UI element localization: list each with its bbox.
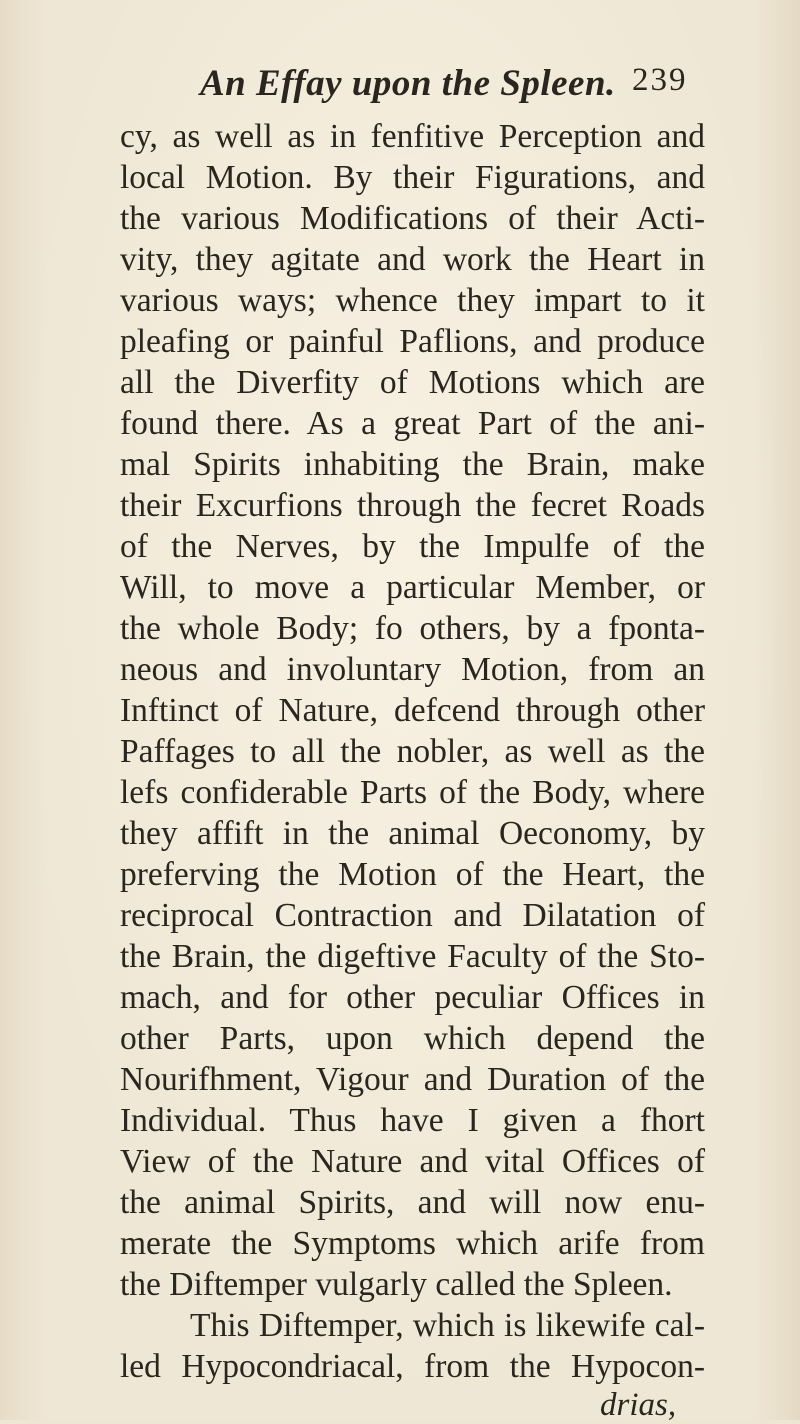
text-line: their Excurfions through the fecret Roads	[120, 487, 705, 524]
text-line: mach, and for other peculiar Offices in	[120, 979, 705, 1016]
text-line: various ways; whence they impart to it	[120, 282, 705, 319]
text-line: other Parts, upon which depend the	[120, 1020, 705, 1057]
text-line: reciprocal Contraction and Dilatation of	[120, 897, 705, 934]
text-line: they affift in the animal Oeconomy, by	[120, 815, 705, 852]
text-line: This Diftemper, which is likewife cal-	[190, 1307, 705, 1344]
text-line: all the Diverfity of Motions which are	[120, 364, 705, 401]
text-line: vity, they agitate and work the Heart in	[120, 241, 705, 278]
text-line: local Motion. By their Figurations, and	[120, 159, 705, 196]
text-line: merate the Symptoms which arife from	[120, 1225, 705, 1262]
text-line: the Diftemper vulgarly called the Spleen.	[120, 1266, 673, 1303]
text-line: preferving the Motion of the Heart, the	[120, 856, 705, 893]
text-line: the whole Body; fo others, by a fponta-	[120, 610, 705, 647]
text-line: Paffages to all the nobler, as well as the	[120, 733, 705, 770]
text-line: View of the Nature and vital Offices of	[120, 1143, 705, 1180]
text-line: Inftinct of Nature, defcend through other	[120, 692, 705, 729]
text-line: cy, as well as in fenfitive Perception and	[120, 118, 705, 155]
text-line: of the Nerves, by the Impulfe of the	[120, 528, 705, 565]
catchword: drias,	[600, 1387, 677, 1423]
text-line: neous and involuntary Motion, from an	[120, 651, 705, 688]
page-number: 239	[632, 62, 688, 98]
text-line: pleafing or painful Paflions, and produce	[120, 323, 705, 360]
text-line: the animal Spirits, and will now enu-	[120, 1184, 705, 1221]
text-line: led Hypocondriacal, from the Hypocon-	[120, 1348, 705, 1385]
text-line: found there. As a great Part of the ani-	[120, 405, 705, 442]
running-head-title: An Effay upon the Spleen.	[200, 63, 616, 104]
running-head	[200, 62, 720, 112]
text-line: Will, to move a particular Member, or	[120, 569, 705, 606]
text-line: the various Modifications of their Acti-	[120, 200, 705, 237]
text-line: Nourifhment, Vigour and Duration of the	[120, 1061, 705, 1098]
text-line: mal Spirits inhabiting the Brain, make	[120, 446, 705, 483]
text-line: lefs confiderable Parts of the Body, where	[120, 774, 705, 811]
text-line: the Brain, the digeftive Faculty of the Sto-	[120, 938, 705, 975]
text-line: Individual. Thus have I given a fhort	[120, 1102, 705, 1139]
